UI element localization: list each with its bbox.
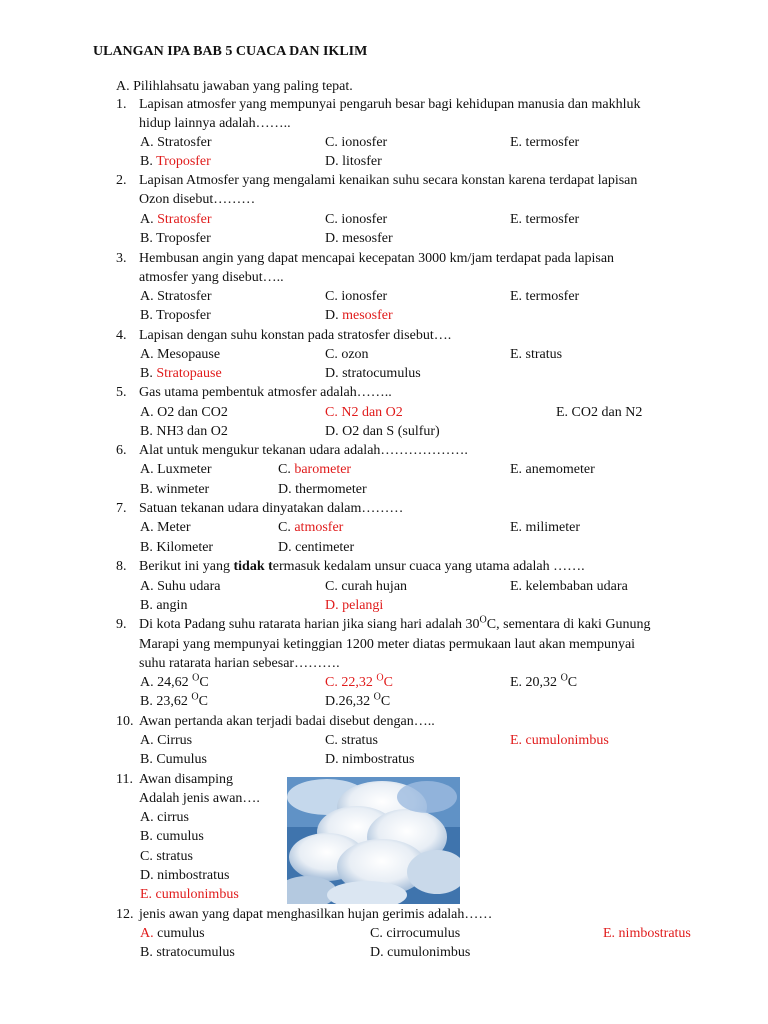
q12-option-a-letter: A.: [140, 926, 154, 941]
q4-option-d[interactable]: D. stratocumulus: [325, 366, 421, 381]
q4-option-e[interactable]: E. stratus: [510, 347, 563, 362]
q11-number: 11.: [116, 772, 133, 787]
q2-text-line2: Ozon disebut………: [139, 192, 256, 207]
q9-option-a-sup: O: [192, 672, 200, 684]
q3-option-d[interactable]: [325, 307, 393, 325]
q7-option-e[interactable]: E. milimeter: [510, 520, 580, 535]
q6-option-c-letter: C.: [278, 462, 295, 477]
q5-number: 5.: [116, 385, 127, 400]
q8-option-a[interactable]: A. Suhu udara: [140, 579, 221, 594]
q1-option-b-letter: B.: [140, 154, 157, 169]
q2-number: 2.: [116, 173, 127, 188]
q10-text-line1: Awan pertanda akan terjadi badai disebut dengan…..: [139, 714, 435, 729]
q2-option-a-letter: A.: [140, 212, 158, 227]
q7-option-a[interactable]: A. Meter: [140, 520, 191, 535]
q11-option-b[interactable]: B. cumulus: [140, 829, 204, 844]
q7-option-b[interactable]: B. Kilometer: [140, 540, 214, 555]
q6-option-d[interactable]: D. thermometer: [278, 482, 367, 497]
q9-option-e-sup: O: [560, 672, 568, 684]
q6-option-b[interactable]: B. winmeter: [140, 482, 210, 497]
q2-text-line1: Lapisan Atmosfer yang mengalami kenaikan suhu secara konstan karena terdapat lapisan: [139, 173, 638, 188]
q10-number: 10.: [116, 714, 134, 729]
q11-option-d[interactable]: D. nimbostratus: [140, 868, 230, 883]
q9-option-c-value: C. 22,32: [325, 675, 377, 690]
q6-option-e[interactable]: E. anemometer: [510, 462, 595, 477]
q10-option-a[interactable]: A. Cirrus: [140, 733, 193, 748]
q2-option-c[interactable]: C. ionosfer: [325, 212, 388, 227]
q8-text-part1: Berikut ini yang: [139, 559, 234, 574]
q5-option-c[interactable]: C. N2 dan O2: [325, 405, 403, 420]
q12-option-e[interactable]: E. nimbostratus: [603, 926, 691, 941]
q3-option-b[interactable]: B. Troposfer: [140, 308, 211, 323]
q6-option-a[interactable]: A. Luxmeter: [140, 462, 212, 477]
q2-option-a-answer: Stratosfer: [157, 212, 212, 227]
q9-option-b-value: B. 23,62: [140, 694, 192, 709]
q4-text-line1: Lapisan dengan suhu konstan pada stratosfer disebut….: [139, 328, 452, 343]
q12-text-line1: jenis awan yang dapat menghasilkan hujan gerimis adalah……: [139, 907, 493, 922]
q8-text-line1: [139, 558, 585, 576]
q9-option-d[interactable]: [325, 693, 390, 711]
q3-option-c[interactable]: C. ionosfer: [325, 289, 388, 304]
q12-option-d[interactable]: D. cumulonimbus: [370, 945, 471, 960]
q9-option-d-value: D.26,32: [325, 694, 374, 709]
q9-option-e-unit: C: [567, 675, 578, 690]
q3-option-d-answer: mesosfer: [342, 308, 393, 323]
q8-option-c[interactable]: C. curah hujan: [325, 579, 408, 594]
q1-text-line2: hidup lainnya adalah……..: [139, 116, 291, 131]
q5-option-a[interactable]: A. O2 dan CO2: [140, 405, 228, 420]
q9-option-b-sup: O: [191, 691, 199, 703]
q9-text-part1: Di kota Padang suhu ratarata harian jika siang hari adalah 30: [139, 617, 480, 632]
q9-number: 9.: [116, 617, 127, 632]
q9-option-a-unit: C: [199, 675, 209, 690]
q7-option-c[interactable]: [278, 519, 343, 537]
q6-number: 6.: [116, 443, 127, 458]
q6-text-line1: Alat untuk mengukur tekanan udara adalah……………….: [139, 443, 468, 458]
q10-option-c[interactable]: C. stratus: [325, 733, 378, 748]
q9-option-c-sup: O: [376, 672, 384, 684]
q4-option-a[interactable]: A. Mesopause: [140, 347, 221, 362]
q3-text-line1: Hembusan angin yang dapat mencapai kecepatan 3000 km/jam terdapat pada lapisan: [139, 251, 615, 266]
q5-option-d[interactable]: D. O2 dan S (sulfur): [325, 424, 440, 439]
q4-option-b[interactable]: [140, 365, 222, 383]
q5-text-line1: Gas utama pembentuk atmosfer adalah……..: [139, 385, 392, 400]
q2-option-e[interactable]: E. termosfer: [510, 212, 580, 227]
q12-option-a-text: cumulus: [153, 926, 205, 941]
q9-option-c[interactable]: [325, 674, 393, 692]
q9-text-part2: C, sementara di kaki Gunung: [486, 617, 651, 632]
q3-number: 3.: [116, 251, 127, 266]
q9-text-line3: suhu ratarata harian sebesar……….: [139, 656, 340, 671]
q8-number: 8.: [116, 559, 127, 574]
q1-option-a[interactable]: A. Stratosfer: [140, 135, 212, 150]
q9-option-d-unit: C: [380, 694, 391, 709]
q10-option-d[interactable]: D. nimbostratus: [325, 752, 415, 767]
q1-option-e[interactable]: E. termosfer: [510, 135, 580, 150]
q4-number: 4.: [116, 328, 127, 343]
q4-option-b-letter: B.: [140, 366, 157, 381]
q10-option-e[interactable]: E. cumulonimbus: [510, 733, 609, 748]
q3-option-d-letter: D.: [325, 308, 343, 323]
q7-option-c-answer: atmosfer: [294, 520, 344, 535]
q9-text-line2: Marapi yang mempunyai ketinggian 1200 meter diatas permukaan laut akan mempunyai: [139, 637, 636, 652]
q9-text-line1: [139, 616, 650, 634]
q4-option-b-answer: Stratopause: [156, 366, 222, 381]
q6-option-c-answer: barometer: [294, 462, 352, 477]
q12-option-c[interactable]: C. cirrocumulus: [370, 926, 461, 941]
q1-number: 1.: [116, 97, 127, 112]
q8-text-bold-t: t: [268, 559, 273, 574]
q1-text-line1: Lapisan atmosfer yang mempunyai pengaruh besar bagi kehidupan manusia dan makhluk: [139, 97, 641, 112]
q9-option-b-unit: C: [198, 694, 208, 709]
q9-option-a-value: A. 24,62: [140, 675, 193, 690]
q11-text-line1: Awan disamping: [139, 772, 233, 787]
q12-option-a[interactable]: [140, 925, 205, 943]
q12-option-b[interactable]: B. stratocumulus: [140, 945, 235, 960]
q5-option-b[interactable]: B. NH3 dan O2: [140, 424, 228, 439]
q9-degree-sup: O: [479, 614, 487, 626]
section-instruction: A. Pilihlahsatu jawaban yang paling tepat.: [116, 79, 353, 94]
q3-option-a[interactable]: A. Stratosfer: [140, 289, 212, 304]
page-title: ULANGAN IPA BAB 5 CUACA DAN IKLIM: [93, 44, 368, 59]
q3-option-e[interactable]: E. termosfer: [510, 289, 580, 304]
q7-text-line1: Satuan tekanan udara dinyatakan dalam………: [139, 501, 404, 516]
q6-option-c[interactable]: [278, 461, 351, 479]
cloud-illustration: [287, 777, 460, 904]
q7-option-d[interactable]: D. centimeter: [278, 540, 355, 555]
q8-text-bold-tidak: tidak: [233, 559, 265, 574]
q7-option-c-letter: C.: [278, 520, 295, 535]
q10-option-b[interactable]: B. Cumulus: [140, 752, 207, 767]
q2-option-b[interactable]: B. Troposfer: [140, 231, 211, 246]
q9-option-e[interactable]: [510, 674, 577, 692]
q4-option-c[interactable]: C. ozon: [325, 347, 369, 362]
q11-text-line2: Adalah jenis awan….: [139, 791, 260, 806]
q1-option-d[interactable]: D. litosfer: [325, 154, 382, 169]
q9-option-a[interactable]: [140, 674, 209, 692]
q9-option-b[interactable]: [140, 693, 208, 711]
q8-option-e[interactable]: E. kelembaban udara: [510, 579, 628, 594]
q1-option-b[interactable]: [140, 153, 211, 171]
q9-option-c-unit: C: [383, 675, 393, 690]
q11-option-e[interactable]: E. cumulonimbus: [140, 887, 239, 902]
q2-option-a[interactable]: [140, 211, 212, 229]
cloud-photo: [287, 777, 460, 904]
q7-number: 7.: [116, 501, 127, 516]
q9-option-e-value: E. 20,32: [510, 675, 561, 690]
q12-number: 12.: [116, 907, 134, 922]
q11-option-a[interactable]: A. cirrus: [140, 810, 189, 825]
q2-option-d[interactable]: D. mesosfer: [325, 231, 393, 246]
q1-option-c[interactable]: C. ionosfer: [325, 135, 388, 150]
q3-text-line2: atmosfer yang disebut…..: [139, 270, 284, 285]
q5-option-e[interactable]: E. CO2 dan N2: [556, 405, 643, 420]
q1-option-b-answer: Troposfer: [156, 154, 211, 169]
q8-text-part2: ermasuk kedalam unsur cuaca yang utama adalah …….: [272, 559, 585, 574]
q9-option-d-sup: O: [373, 691, 381, 703]
q8-option-b[interactable]: B. angin: [140, 598, 188, 613]
q8-option-d[interactable]: D. pelangi: [325, 598, 384, 613]
q11-option-c[interactable]: C. stratus: [140, 849, 193, 864]
